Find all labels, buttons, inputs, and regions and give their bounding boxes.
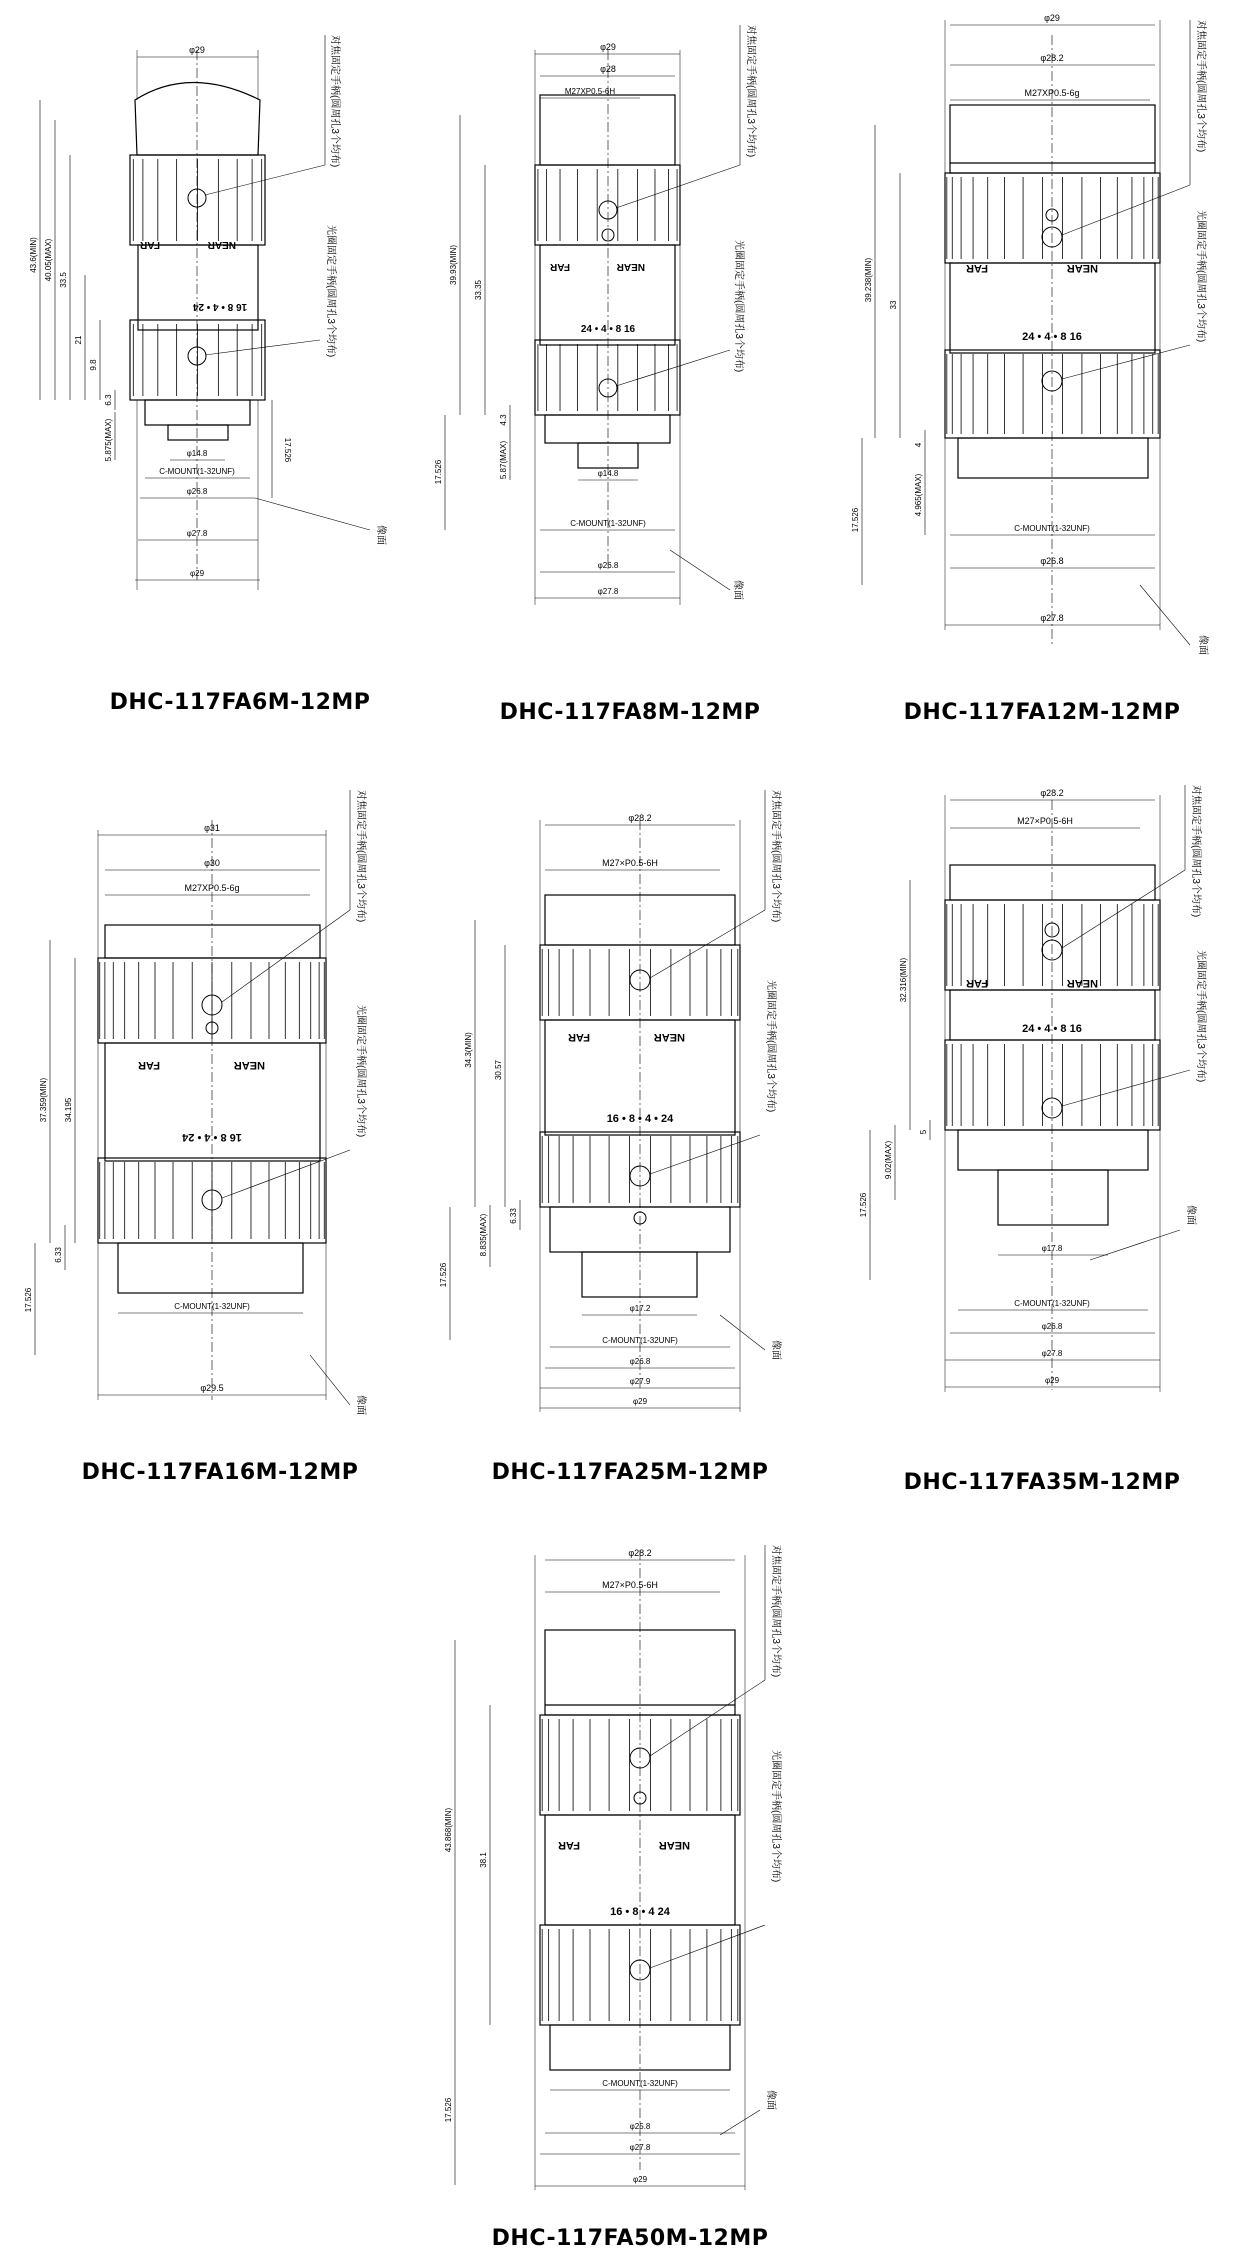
top-dim-label: φ29: [189, 45, 205, 55]
iris-note: 光圈固定手柄(圆周孔3个均布): [1195, 950, 1206, 1083]
mid-label-2: φ26.8: [1041, 1322, 1063, 1331]
top-dim-label: φ28.2: [1040, 788, 1064, 798]
mid-label-2: φ26.8: [186, 487, 208, 496]
left-dim-3: 21: [74, 335, 83, 345]
thread-label: M27×P0.5-6H: [1017, 816, 1073, 826]
scale-label: 24 • 4 • 8 16: [1022, 1023, 1082, 1035]
mid-label-1: C-MOUNT(1-32UNF): [159, 467, 235, 476]
model-title: DHC-117FA50M-12MP: [491, 2226, 769, 2251]
model-title: DHC-117FA8M-12MP: [499, 700, 761, 725]
mid-label-1: C-MOUNT(1-32UNF): [570, 519, 646, 528]
left-dim-1: 9.02(MAX): [884, 1140, 893, 1180]
left-dim-1: 33.35: [474, 279, 483, 301]
left-dim-6: 5.875(MAX): [104, 418, 113, 462]
thread-label: M27XP0.5-6g: [184, 883, 240, 893]
right-dim-0: 17.526: [283, 437, 292, 463]
mid-label-1: φ25.8: [629, 2122, 651, 2131]
near-label: NEAR: [1066, 262, 1098, 274]
focus-note: 对焦固定手柄(圆周孔3个均布): [770, 1545, 781, 1678]
mid-label-3: φ27.9: [629, 1377, 651, 1386]
thread-label: M27×P0.5-6H: [602, 858, 658, 868]
far-label: FAR: [568, 1031, 590, 1043]
mid-label-2: φ27.8: [629, 2143, 651, 2152]
left-dim-0: 43.868(MIN): [444, 1807, 453, 1853]
far-label: FAR: [558, 1839, 580, 1851]
iris-note: 光圈固定手柄(圆周孔3个均布): [770, 1750, 781, 1883]
lens-svg: [10, 20, 410, 610]
mid-label-4: φ29: [189, 569, 205, 578]
near-label: NEAR: [1066, 977, 1098, 989]
left-dim-4: 9.8: [89, 359, 98, 371]
focus-note: 对焦固定手柄(圆周孔3个均布): [329, 35, 340, 168]
left-dim-1: 33: [889, 300, 898, 310]
left-dim-0: 34.3(MIN): [464, 1032, 473, 1068]
mid-label-0: φ14.8: [597, 469, 619, 478]
thread-label: M27XP0.5-6H: [564, 87, 616, 96]
scale-label: 16 • 8 • 4 24: [610, 1906, 670, 1918]
left-dim-0: 43.6(MIN): [29, 237, 38, 273]
mid-label-1: C-MOUNT(1-32UNF): [602, 1336, 678, 1345]
mid-label-0: C-MOUNT(1-32UNF): [1014, 524, 1090, 533]
scale-label: 24 • 4 • 8 16: [580, 324, 636, 335]
lens-svg: [430, 10, 810, 610]
lens-svg: [430, 780, 820, 1420]
near-label: NEAR: [616, 261, 645, 272]
left-dim-4: 17.526: [434, 459, 443, 485]
focus-note: 对焦固定手柄(圆周孔3个均布): [1195, 20, 1206, 153]
second-top-label: φ28: [600, 64, 616, 74]
left-dim-2: 6.33: [54, 1247, 63, 1263]
top-dim-label: φ28.2: [628, 813, 652, 823]
mid-label-0: φ17.8: [1041, 1244, 1063, 1253]
lens-drawing: [430, 1530, 820, 2220]
lens-svg: [10, 780, 410, 1420]
left-dim-1: 34.195: [64, 1097, 73, 1123]
focus-note: 对焦固定手柄(圆周孔3个均布): [745, 25, 756, 158]
image-plane-label: 像面: [1197, 635, 1208, 655]
image-plane-label: 像面: [1185, 1205, 1196, 1225]
left-dim-2: 8.835(MAX): [479, 1213, 488, 1257]
lens-svg: [850, 780, 1242, 1420]
mid-label-0: C-MOUNT(1-32UNF): [602, 2079, 678, 2088]
lens-drawing: [430, 780, 820, 1420]
left-dim-3: 17.526: [859, 1192, 868, 1218]
top-dim-label: φ29: [600, 42, 616, 52]
left-dim-0: 39.238(MIN): [864, 257, 873, 303]
lens-drawing: [430, 10, 810, 610]
left-dim-2: 4: [914, 442, 923, 448]
second-top-label: φ30: [204, 858, 220, 868]
thread-label: M27XP0.5-6g: [1024, 88, 1080, 98]
image-plane-label: 像面: [765, 2090, 776, 2110]
focus-note: 对焦固定手柄(圆周孔3个均布): [770, 790, 781, 923]
mid-label-0: φ14.8: [186, 449, 208, 458]
left-dim-1: 40.05(MAX): [44, 238, 53, 282]
model-title: DHC-117FA16M-12MP: [81, 1460, 359, 1485]
near-label: NEAR: [653, 1031, 685, 1043]
top-dim-label: φ28.2: [628, 1548, 652, 1558]
near-label: NEAR: [207, 239, 236, 250]
near-label: NEAR: [233, 1059, 265, 1071]
lens-drawing: [10, 780, 410, 1420]
left-dim-3: 5.87(MAX): [499, 440, 508, 480]
lens-drawing: [850, 5, 1242, 685]
top-dim-label: φ29: [1044, 13, 1060, 23]
left-dim-4: 17.526: [851, 507, 860, 533]
left-dim-2: 4.3: [499, 414, 508, 426]
far-label: FAR: [966, 262, 988, 274]
left-dim-4: 17.526: [439, 1262, 448, 1288]
mid-label-0: φ17.2: [629, 1304, 651, 1313]
lens-drawing: [850, 780, 1242, 1420]
iris-note: 光圈固定手柄(圆周孔3个均布): [765, 980, 776, 1113]
second-top-label: φ28.2: [1040, 53, 1064, 63]
scale-label: 16 8 • 4 • 24: [182, 1131, 242, 1143]
mid-label-3: φ29: [632, 2175, 648, 2184]
lens-svg: [850, 5, 1242, 685]
mid-label-4: φ29: [1044, 1376, 1060, 1385]
iris-note: 光圈固定手柄(圆周孔3个均布): [1195, 210, 1206, 343]
scale-label: 16 8 • 4 • 24: [192, 301, 248, 312]
mid-label-2: φ26.8: [629, 1357, 651, 1366]
focus-note: 对焦固定手柄(圆周孔3个均布): [1190, 785, 1201, 918]
left-dim-2: 5: [919, 1129, 928, 1135]
far-label: FAR: [550, 261, 570, 272]
image-plane-label: 像面: [375, 525, 386, 545]
scale-label: 16 • 8 • 4 • 24: [606, 1113, 674, 1125]
left-dim-0: 39.93(MIN): [449, 244, 458, 286]
image-plane-label: 像面: [732, 580, 743, 600]
mid-label-3: φ27.8: [1041, 1349, 1063, 1358]
far-label: FAR: [140, 239, 160, 250]
near-label: NEAR: [658, 1839, 690, 1851]
model-title: DHC-117FA35M-12MP: [903, 1470, 1181, 1495]
left-dim-0: 32.316(MIN): [899, 957, 908, 1003]
far-label: FAR: [966, 977, 988, 989]
left-dim-0: 37.359(MIN): [39, 1077, 48, 1123]
mid-label-0: C-MOUNT(1-32UNF): [174, 1302, 250, 1311]
thread-label: M27×P0.5-6H: [602, 1580, 658, 1590]
model-title: DHC-117FA25M-12MP: [491, 1460, 769, 1485]
mid-label-1: φ29.5: [200, 1383, 224, 1393]
iris-note: 光圈固定手柄(圆周孔3个均布): [733, 240, 744, 373]
mid-label-3: φ27.8: [186, 529, 208, 538]
image-plane-label: 像面: [355, 1395, 366, 1415]
model-title: DHC-117FA6M-12MP: [109, 690, 371, 715]
mid-label-1: C-MOUNT(1-32UNF): [1014, 1299, 1090, 1308]
left-dim-3: 17.526: [24, 1287, 33, 1313]
model-title: DHC-117FA12M-12MP: [903, 700, 1181, 725]
top-dim-label: φ31: [204, 823, 220, 833]
left-dim-2: 17.526: [444, 2097, 453, 2123]
image-plane-label: 像面: [770, 1340, 781, 1360]
left-dim-1: 30.57: [494, 1059, 503, 1081]
left-dim-3: 6.33: [509, 1208, 518, 1224]
mid-label-1: φ26.8: [1040, 556, 1064, 566]
mid-label-2: φ26.8: [597, 561, 619, 570]
scale-label: 24 • 4 • 8 16: [1022, 331, 1082, 343]
iris-note: 光圈固定手柄(圆周孔3个均布): [355, 1005, 366, 1138]
far-label: FAR: [138, 1059, 160, 1071]
focus-note: 对焦固定手柄(圆周孔3个均布): [355, 790, 366, 923]
left-dim-3: 4.965(MAX): [914, 473, 923, 517]
iris-note: 光圈固定手柄(圆周孔3个均布): [325, 225, 336, 358]
left-dim-2: 33.5: [59, 272, 68, 288]
mid-label-3: φ27.8: [597, 587, 619, 596]
mid-label-2: φ27.8: [1040, 613, 1064, 623]
lens-drawing: [10, 20, 410, 610]
left-dim-1: 38.1: [479, 1852, 488, 1868]
lens-svg: [430, 1530, 820, 2220]
left-dim-5: 6.3: [104, 394, 113, 406]
mid-label-4: φ29: [632, 1397, 648, 1406]
